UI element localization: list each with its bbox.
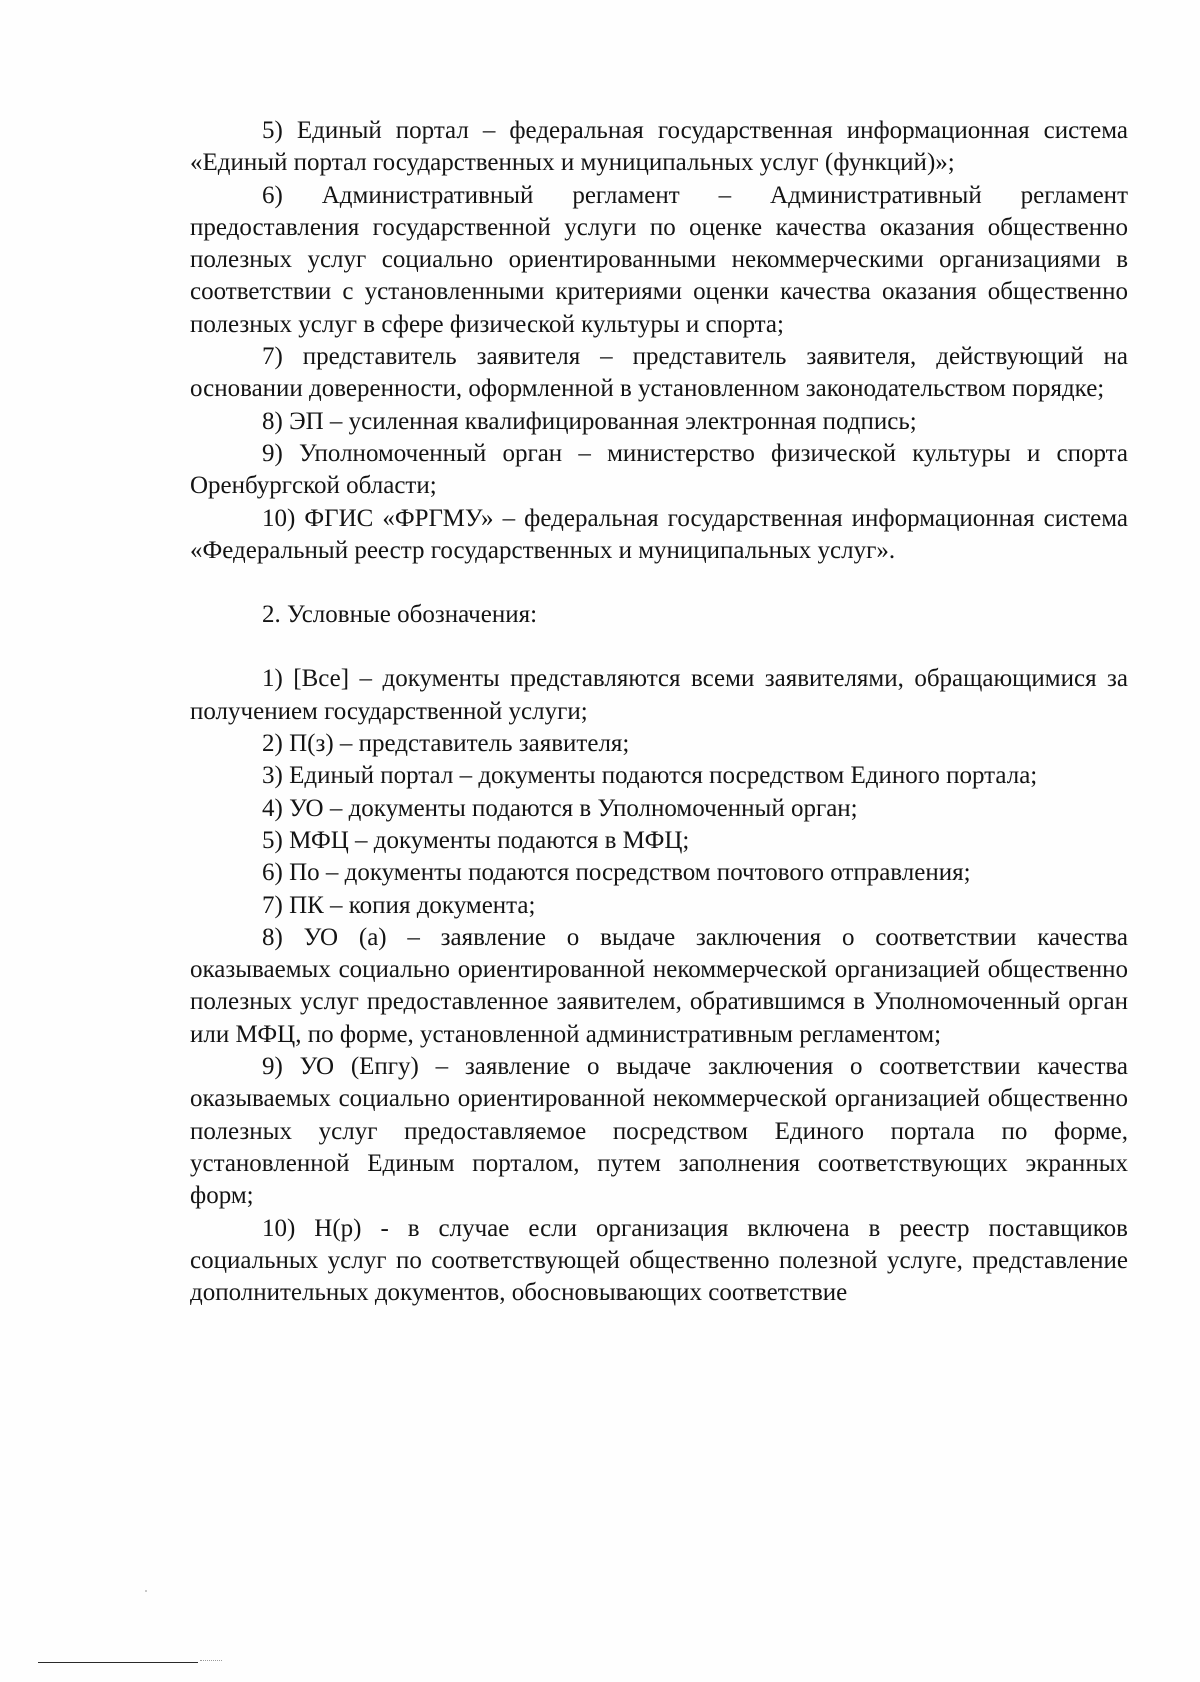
- legend-item-8: 8) УО (а) – заявление о выдаче заключения о соответствии качества оказываемых социально ориентированной некоммерческой организацией общественно полезных услуг предоставленное заявителем, обратившимся в Уполномоченный орган или МФЦ, по форме, установленной административным регламентом;: [190, 923, 1128, 1048]
- legend-item-4: 4) УО – документы подаются в Уполномоченный орган;: [262, 794, 858, 822]
- legend-item-10: 10) Н(р) - в случае если организация включена в реестр поставщиков социальных услуг по соответствующей общественно полезной услуге, представление дополнительных документов, обосновывающих соответствие: [190, 1214, 1128, 1307]
- legend-item-5: 5) МФЦ – документы подаются в МФЦ;: [262, 826, 690, 854]
- definition-item-10: 10) ФГИС «ФРГМУ» – федеральная государственная информационная система «Федеральный реестр государственных и муниципальных услуг».: [190, 504, 1128, 564]
- definition-item-9: 9) Уполномоченный орган – министерство физической культуры и спорта Оренбургской области;: [190, 439, 1128, 500]
- scan-speck: [145, 1590, 147, 1592]
- definition-item-8: 8) ЭП – усиленная квалифицированная электронная подпись;: [262, 407, 917, 435]
- section-heading: 2. Условные обозначения:: [262, 601, 538, 629]
- legend-item-2: 2) П(з) – представитель заявителя;: [262, 730, 630, 758]
- legend-item-6: 6) По – документы подаются посредством почтового отправления;: [262, 859, 971, 887]
- definition-item-7: 7) представитель заявителя – представитель заявителя, действующий на основании доверенности, оформленной в установленном законодательством порядке;: [190, 343, 1128, 403]
- legend-item-9: 9) УО (Епгу) – заявление о выдаче заключения о соответствии качества оказываемых социально ориентированной некоммерческой организацией общественно полезных услуг предоставляемое посредством Единого портала по форме, установленной Единым порталом, путем заполнения соответствующих экранных форм;: [190, 1053, 1128, 1210]
- legend-item-3: 3) Единый портал – документы подаются посредством Единого портала;: [262, 762, 1038, 790]
- section-spacer: [190, 567, 1128, 599]
- document-body: [190, 115, 1128, 1309]
- section-spacer: [190, 631, 1128, 663]
- legend-item-7: 7) ПК – копия документа;: [262, 891, 536, 919]
- footer-rule-tail: [200, 1660, 222, 1661]
- footer-rule: [38, 1662, 198, 1663]
- definition-item-6: 6) Административный регламент – Административный регламент предоставления государственной услуги по оценке качества оказания общественно полезных услуг социально ориентированными некоммерческими организациями в соответствии с установленными критериями оценки качества оказания общественно полезных услуг в сфере физической культуры и спорта;: [190, 181, 1128, 338]
- definition-item-5: 5) Единый портал – федеральная государственная информационная система «Единый портал государственных и муниципальных услуг (функций)»;: [190, 117, 1128, 177]
- legend-item-1: 1) [Все] – документы представляются всеми заявителями, обращающимися за получением государственной услуги;: [190, 665, 1128, 725]
